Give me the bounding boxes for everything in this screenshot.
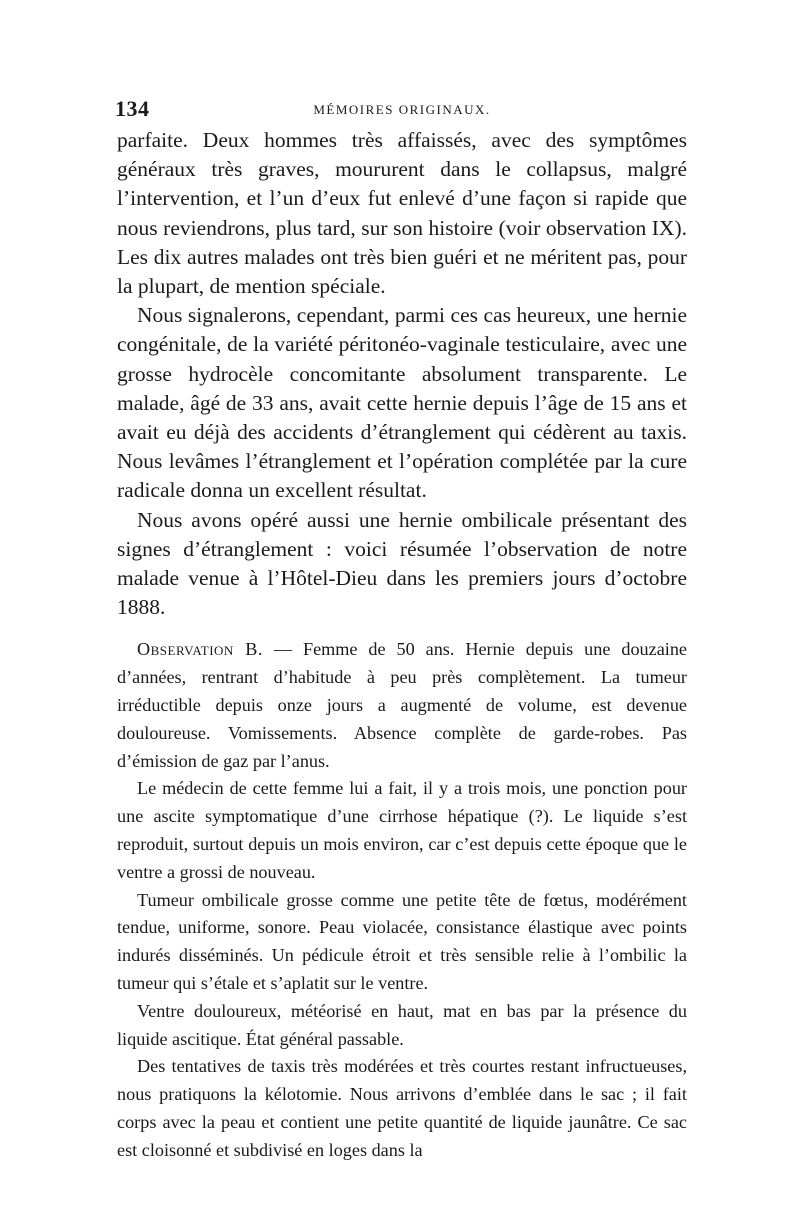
- running-title: MÉMOIRES ORIGINAUX.: [313, 102, 491, 117]
- main-text: [117, 126, 687, 622]
- observation-paragraph: Des tentatives de taxis très modérées et très courtes restant infructueuses, nous pratiquons la kélotomie. Nous arrivons d’emblée dans le sac ; il fait corps avec la peau et contient une petite quantité de liquide jaunâtre. Ce sac est cloisonné et subdivisé en loges dans la: [117, 1056, 687, 1160]
- observation-paragraph: Le médecin de cette femme lui a fait, il y a trois mois, une ponction pour une ascite symptomatique d’une cirrhose hépatique (?). Le liquide s’est reproduit, surtout depuis un mois environ, car c’est depuis cette époque que le ventre a grossi de nouveau.: [117, 778, 687, 882]
- book-page: [117, 96, 687, 1165]
- running-head: [117, 96, 687, 126]
- observation-paragraph: Tumeur ombilicale grosse comme une petite tête de fœtus, modérément tendue, uniforme, sonore. Peau violacée, consistance élastique avec points indurés disséminés. Un pédicule étroit et très sensible relie à l’ombilic la tumeur qui s’étale et s’aplatit sur le ventre.: [117, 889, 687, 994]
- observation-paragraph: Ventre douloureux, météorisé en haut, mat en bas par la présence du liquide ascitique. État général passable.: [117, 1000, 687, 1049]
- page-number: 134: [115, 96, 150, 121]
- paragraph-umbilical-hernia: Nous avons opéré aussi une hernie ombilicale présentant des signes d’étranglement : voici résumée l’observation de notre malade venue à l’Hôtel-Dieu dans les premiers jours d’octobre 1888.: [117, 507, 687, 620]
- observation-intro: [117, 636, 687, 775]
- paragraph-continuation: parfaite. Deux hommes très affaissés, avec des symptômes généraux très graves, moururent dans le collapsus, malgré l’intervention, et l’un d’eux fut enlevé d’une façon si rapide que nous reviendrons, plus tard, sur son histoire (voir observation IX). Les dix autres malades ont très bien guéri et ne méritent pas, pour la plupart, de mention spéciale.: [117, 128, 687, 299]
- observation-block: [117, 636, 687, 1164]
- observation-intro-text: — Femme de 50 ans. Hernie depuis une douzaine d’années, rentrant d’habitude à peu près complètement. La tumeur irréductible depuis onze jours a augmenté de volume, est devenue douloureuse. Vomissements. Absence complète de garde-robes. Pas d’émission de gaz par l’anus.: [117, 639, 687, 771]
- paragraph-congenital-hernia: Nous signalerons, cependant, parmi ces cas heureux, une hernie congénitale, de la variété péritonéo-vaginale testiculaire, avec une grosse hydrocèle concomitante absolument transparente. Le malade, âgé de 33 ans, avait cette hernie depuis l’âge de 15 ans et avait eu déjà des accidents d’étranglement qui cédèrent au taxis. Nous levâmes l’étranglement et l’opération complétée par la cure radicale donna un excellent résultat.: [117, 303, 687, 503]
- observation-label: Observation B.: [137, 639, 263, 660]
